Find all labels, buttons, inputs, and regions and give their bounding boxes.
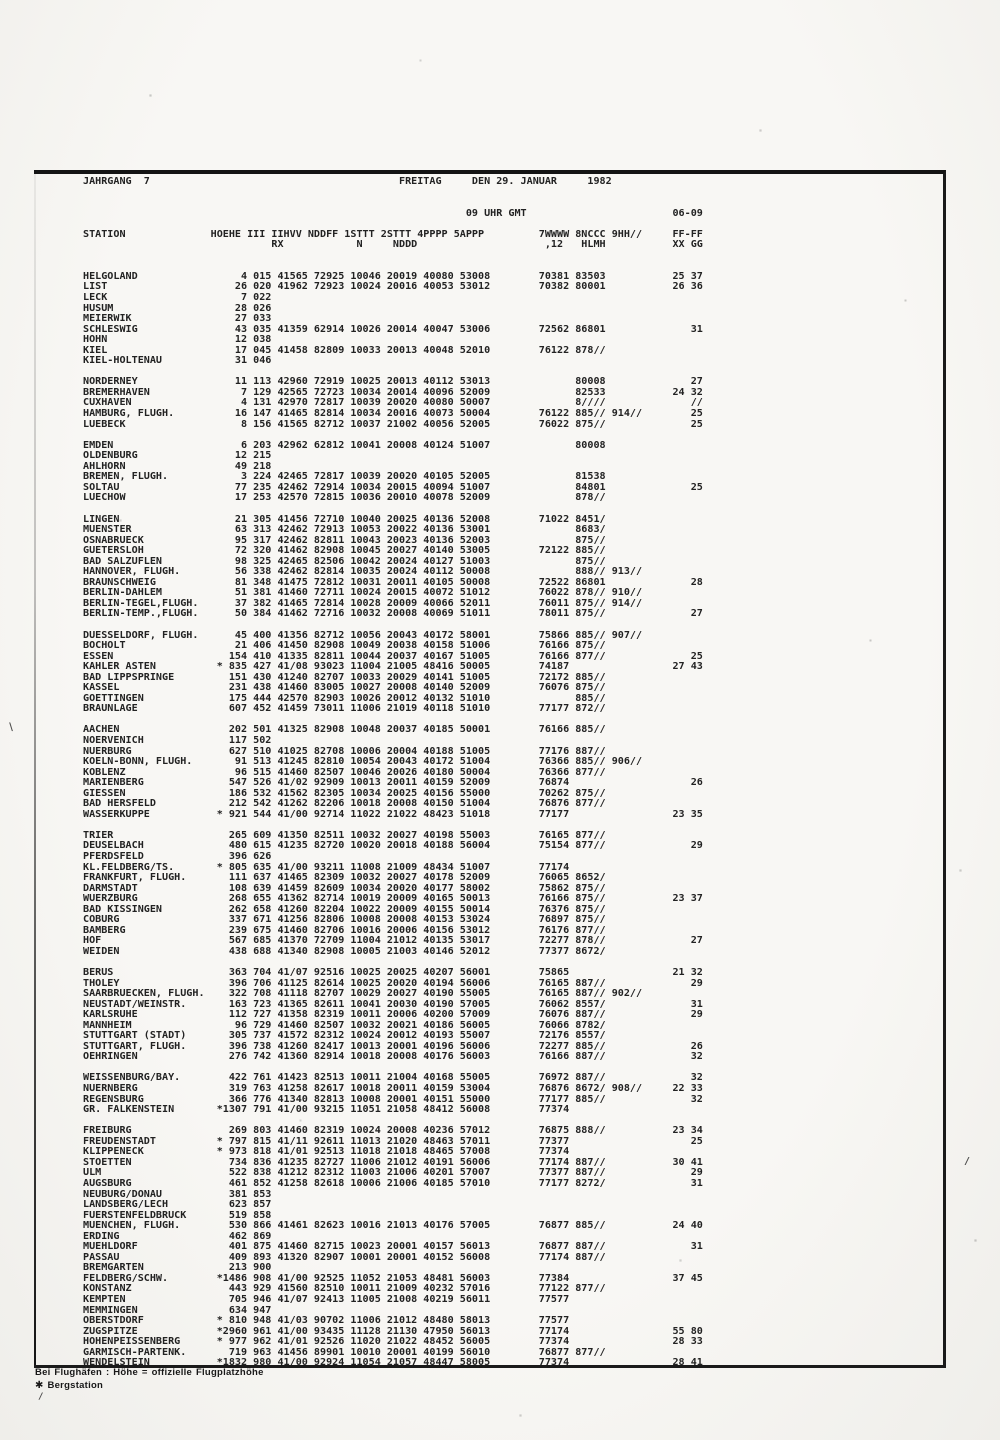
scan-artifact-slash-small: / [38,1392,44,1402]
station-row: ESSEN 154 410 41335 82811 10044 20037 40167 51005 76166 877// 25 [83,650,703,662]
station-row: HOF 567 685 41370 72709 11004 21012 40135 53017 72277 878// 27 [83,935,703,947]
station-row: MEMMINGEN 634 947 [83,1304,272,1316]
station-row: BOCHOLT 21 406 41450 82908 10049 20038 40158 51006 76166 875// [83,640,606,652]
station-row: BAD LIPPSPRINGE 151 430 41240 82707 10033 20029 40141 51005 72172 885// [83,671,606,683]
station-row: DARMSTADT 108 639 41459 82609 10034 20020 40177 58002 75862 875// [83,882,606,894]
station-row: STUTTGART (STADT) 305 737 41572 82312 10024 20012 40193 55007 72176 8557/ [83,1030,606,1042]
station-row: BAMBERG 239 675 41460 82706 10016 20006 40156 53012 76176 877// [83,924,606,936]
station-row: OLDENBURG 12 215 [83,450,272,462]
station-row: ERDING 462 869 [83,1230,272,1242]
station-row: HELGOLAND 4 015 41565 72925 10046 20019 40080 53008 70381 83503 25 37 [83,270,703,282]
station-row: LUECHOW 17 253 42570 72815 10036 20010 40078 52009 878// [83,492,606,504]
footnote-airport-height-text: Bei Flughäfen : Höhe = offizielle Flugplatzhöhe [35,1367,264,1378]
station-row: CUXHAVEN 4 131 42970 72817 10039 20020 40080 50007 8//// // [83,397,703,409]
scan-artifact-slash: / [964,1156,971,1167]
table-frame [34,170,946,1368]
station-row: AACHEN 202 501 41325 82908 10048 20037 40185 50001 76166 885// [83,724,606,736]
station-row: HOHENPEISSENBERG * 977 962 41/01 92526 11020 21022 48452 56005 77374 28 33 [83,1336,703,1348]
station-row: WENDELSTEIN *1832 980 41/00 92924 11054 21057 48447 58005 77374 28 41 [83,1357,703,1369]
station-row: NOERVENICH 117 502 [83,734,272,746]
column-header-line-1: STATION HOEHE III IIHVV NDDFF 1STTT 2STTT 4PPPP 5APPP 7WWWW 8NCCC 9HH// FF-FF [83,228,703,240]
station-row: WEIDEN 438 688 41340 82908 10005 21003 40146 52012 77377 8672/ [83,945,606,957]
station-row: BERLIN-TEGEL,FLUGH. 37 382 41465 72814 10028 20009 40066 52011 76011 875// 914// [83,597,643,609]
station-row: SAARBRUECKEN, FLUGH. 322 708 41118 82707 10029 20027 40190 55005 76165 887// 902// [83,988,643,1000]
station-row: SOLTAU 77 235 42462 72914 10034 20015 40094 51007 84801 25 [83,481,703,493]
station-row: FREUDENSTADT * 797 815 41/11 92611 11013 21020 48463 57011 77377 25 [83,1135,703,1147]
station-row: GR. FALKENSTEIN *1307 791 41/00 93215 11051 21058 48412 56008 77374 [83,1104,570,1116]
station-row: DUESSELDORF, FLUGH. 45 400 41356 82712 10056 20043 40172 58001 75866 885// 907// [83,629,643,641]
station-row: DEUSELBACH 480 615 41235 82720 10020 20018 40188 56004 75154 877// 29 [83,840,703,852]
station-row: KOELN-BONN, FLUGH. 91 513 41245 82810 10054 20043 40172 51004 76366 885// 906// [83,756,643,768]
station-row: STOETTEN 734 836 41235 82727 11006 21012 40191 56006 77174 887// 30 41 [83,1156,703,1168]
station-row: FRANKFURT, FLUGH. 111 637 41465 82309 10032 20027 40178 52009 76065 8652/ [83,872,606,884]
station-row: FUERSTENFELDBRUCK 519 858 [83,1209,272,1221]
station-row: KONSTANZ 443 929 41560 82510 10011 21009 40232 57016 77122 877// [83,1283,606,1295]
station-row: LUEBECK 8 156 41565 82712 10037 21002 40056 52005 76022 875// 25 [83,418,703,430]
station-row: FREIBURG 269 803 41460 82319 10024 20008 40236 57012 76875 888// 23 34 [83,1125,703,1137]
station-row: HUSUM 28 026 [83,302,272,314]
station-row: KEMPTEN 705 946 41/07 92413 11005 21008 40219 56011 77577 [83,1293,570,1305]
station-row: EMDEN 6 203 42962 62812 10041 20008 40124 51007 80008 [83,439,606,451]
scan-noise-speckles [0,0,1,1]
station-row: BRAUNLAGE 607 452 41459 73011 11006 21019 40118 51010 77177 872// [83,703,606,715]
station-row: KARLSRUHE 112 727 41358 82319 10011 20006 40200 57009 76076 887// 29 [83,1009,703,1021]
blank-line [83,504,933,515]
station-row: HOHN 12 038 [83,334,272,346]
station-row: HANNOVER, FLUGH. 56 338 42462 82814 10035 20024 40112 50008 888// 913// [83,566,643,578]
station-row: BAD SALZUFLEN 98 325 42465 82506 10042 20024 40127 51003 875// [83,555,606,567]
station-row: BREMERHAVEN 7 129 42565 72723 10034 20014 40096 52009 82533 24 32 [83,386,703,398]
station-row: ZUGSPITZE *2960 961 41/00 93435 11128 21130 47950 56013 77174 55 80 [83,1325,703,1337]
station-row: THOLEY 396 706 41125 82614 10025 20020 40194 56006 76165 887// 29 [83,977,703,989]
masthead-line: JAHRGANG 7 FREITAG DEN 29. JANUAR 1982 [83,176,612,187]
station-row: NUERNBERG 319 763 41258 82617 10018 20011 40159 53004 76876 8672/ 908// 22 33 [83,1083,703,1095]
bergstation-star-icon: ✱ [35,1380,44,1391]
station-row: MANNHEIM 96 729 41460 82507 10032 20021 40186 56005 76066 8782/ [83,1019,606,1031]
station-row: BERLIN-TEMP.,FLUGH. 50 384 41462 72716 10032 20008 40069 51011 78011 875// 27 [83,608,703,620]
station-row: WUERZBURG 268 655 41362 82714 10019 20009 40165 50013 76166 875// 23 37 [83,893,703,905]
station-row: PASSAU 409 893 41320 82907 10001 20001 40152 56008 77174 887// [83,1251,606,1263]
station-row: BERLIN-DAHLEM 51 381 41460 72711 10024 20015 40072 51012 76022 878// 910// [83,587,643,599]
station-row: KOBLENZ 96 515 41460 82507 10046 20026 40180 50004 76366 877// [83,766,606,778]
scan-artifact-stroke: \ [7,721,15,734]
column-header-line-2: RX N NDDD ,12 HLMH XX GG [83,239,703,251]
station-row: MUENCHEN, FLUGH. 530 866 41461 82623 10016 21013 40176 57005 76877 885// 24 40 [83,1220,703,1232]
station-row: LECK 7 022 [83,292,272,304]
station-row: BRAUNSCHWEIG 81 348 41475 72812 10031 20011 40105 50008 72522 86801 28 [83,576,703,588]
station-row: BAD KISSINGEN 262 658 41260 82204 10022 20009 40155 50014 76376 875// [83,903,606,915]
station-row: FELDBERG/SCHW. *1486 908 41/00 92525 11052 21053 48481 56003 77384 37 45 [83,1272,703,1284]
station-row: KLIPPENECK * 973 818 41/01 92513 11018 21018 48465 57008 77374 [83,1146,570,1158]
station-row: COBURG 337 671 41256 82806 10008 20008 40153 53024 76897 875// [83,914,606,926]
station-row: MEIERWIK 27 033 [83,313,272,325]
station-row: KIEL-HOLTENAU 31 046 [83,355,272,367]
station-row: NORDERNEY 11 113 42960 72919 10025 20013 40112 53013 80008 27 [83,376,703,388]
station-row: KASSEL 231 438 41460 83005 10027 20008 40140 52009 76076 875// [83,682,606,694]
station-row: BERUS 363 704 41/07 92516 10025 20025 40207 56001 75865 21 32 [83,967,703,979]
station-row: GUETERSLOH 72 320 41462 82908 10045 20027 40140 53005 72122 885// [83,545,606,557]
table-frame-left-edge [34,174,36,1365]
blank-line [83,251,933,262]
station-row: KL.FELDBERG/TS. * 805 635 41/00 93211 11008 21009 48434 51007 77174 [83,861,570,873]
station-row: NUERBURG 627 510 41025 82708 10006 20004 40188 51005 77176 887// [83,745,606,757]
station-row: LANDSBERG/LECH 623 857 [83,1199,272,1211]
station-row: ULM 522 838 41212 82312 11003 21006 40201 57007 77377 887// 29 [83,1167,703,1179]
station-observation-table [83,177,933,1369]
blank-line [83,188,933,199]
station-row: SCHLESWIG 43 035 41359 62914 10026 20014 40047 53006 72562 86801 31 [83,323,703,335]
station-row: BREMGARTEN 213 900 [83,1262,272,1274]
station-row: GIESSEN 186 532 41562 82305 10034 20025 40156 55000 70262 875// [83,787,606,799]
observation-time-line: 09 UHR GMT 06-09 [83,207,703,219]
station-row: GOETTINGEN 175 444 42570 82903 10026 20012 40132 51010 885// [83,692,606,704]
station-row: KAHLER ASTEN * 835 427 41/08 93023 11004 21005 48416 50005 74187 27 43 [83,661,703,673]
station-row: LINGEN 21 305 41456 72710 10040 20025 40136 52008 71022 8451/ [83,513,606,525]
station-row: BAD HERSFELD 212 542 41262 82206 10018 20008 40150 51004 76876 877// [83,798,606,810]
station-row: REGENSBURG 366 776 41340 82813 10008 20001 40151 55000 77177 885// 32 [83,1093,703,1105]
station-row: OEHRINGEN 276 742 41360 82914 10018 20008 40176 56003 76166 887// 32 [83,1051,703,1063]
station-row: STUTTGART, FLUGH. 396 738 41260 82417 10013 20001 40196 56006 72277 885// 26 [83,1040,703,1052]
station-row: TRIER 265 609 41350 82511 10032 20027 40198 55003 76165 877// [83,829,606,841]
station-row: WEISSENBURG/BAY. 422 761 41423 82513 10011 21004 40168 55005 76972 887// 32 [83,1072,703,1084]
blank-line [83,620,933,631]
station-row: MUENSTER 63 313 42462 72913 10053 20022 40136 53001 8683/ [83,524,606,536]
station-row: MARIENBERG 547 526 41/02 92909 10013 20011 40159 52009 76874 26 [83,777,703,789]
footnote-bergstation-text: Bergstation [47,1380,104,1391]
station-row: HAMBURG, FLUGH. 16 147 41465 82814 10034 20016 40073 50004 76122 885// 914// 25 [83,408,703,420]
station-row: BREMEN, FLUGH. 3 224 42465 72817 10039 20020 40105 52005 81538 [83,471,606,483]
station-row: OBERSTDORF * 810 948 41/03 90702 11006 21012 48480 58013 77577 [83,1315,570,1327]
station-row: AUGSBURG 461 852 41258 82618 10006 21006 40185 57010 77177 8272/ 31 [83,1177,703,1189]
station-row: LIST 26 020 41962 72923 10024 20016 40053 53012 70382 80001 26 36 [83,281,703,293]
footnote-airport-height [35,1367,264,1378]
station-row: KIEL 17 045 41458 82809 10033 20013 40048 52010 76122 878// [83,344,606,356]
station-row: PFERDSFELD 396 626 [83,851,272,862]
station-row: AHLHORN 49 218 [83,460,272,472]
station-row: MUEHLDORF 401 875 41460 82715 10023 20001 40157 56013 76877 887// 31 [83,1241,703,1253]
station-row: NEUBURG/DONAU 381 853 [83,1188,272,1200]
footnote-bergstation [35,1380,103,1391]
station-row: WASSERKUPPE * 921 544 41/00 92714 11022 21022 48423 51018 77177 23 35 [83,808,703,820]
station-row: OSNABRUECK 95 317 42462 82811 10043 20023 40136 52003 875// [83,534,606,546]
station-row: GARMISCH-PARTENK. 719 963 41456 89901 10010 20001 40199 56010 76877 877// [83,1346,606,1358]
station-row: NEUSTADT/WEINSTR. 163 723 41365 82611 10041 20030 40190 57005 76062 8557/ 31 [83,998,703,1010]
